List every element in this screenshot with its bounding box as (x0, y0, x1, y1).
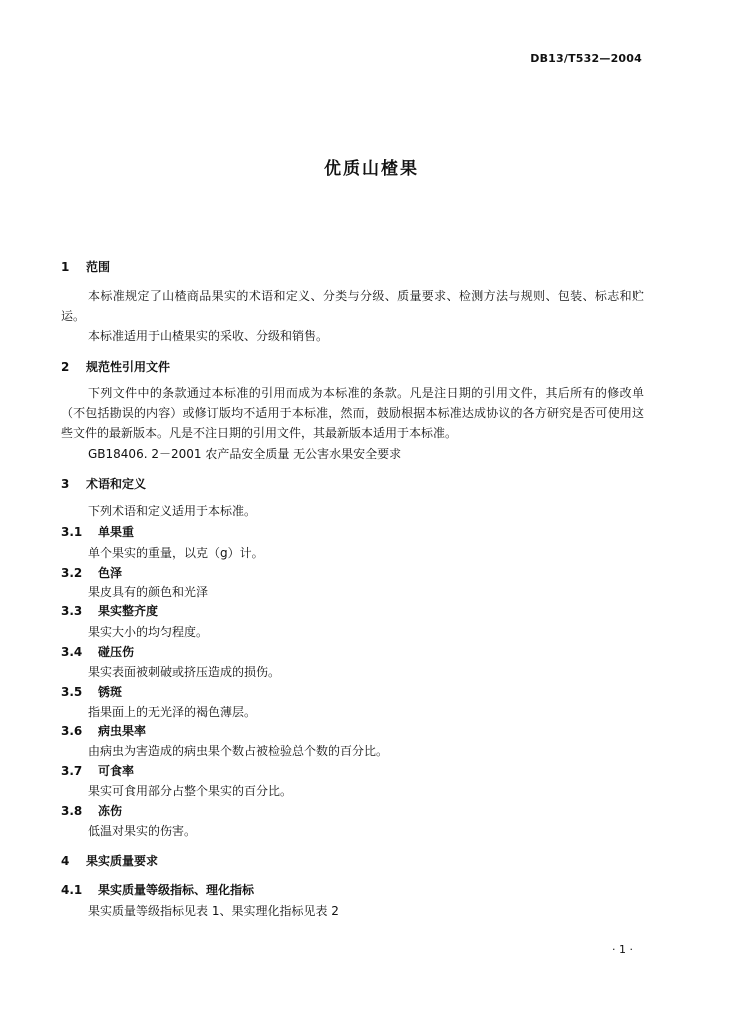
term-definition: 果实大小的均匀程度。 (88, 625, 209, 639)
section-4-title: 果实质量要求 (86, 854, 159, 868)
section-2-paragraph: 下列文件中的条款通过本标准的引用而成为本标准的条款。凡是注日期的引用文件，其后所有的修改单（不包括勘误的内容）或修订版均不适用于本标准，然而，鼓励根据本标准达成协议的各方研究是否可使用这些文件的最新版本。凡是不注日期的引用文件，其最新版本适用于本标准。 (61, 386, 644, 440)
term-number: 3.6 (61, 724, 83, 738)
term-definition: 单个果实的重量，以克（g）计。 (88, 546, 264, 560)
term-name: 锈斑 (98, 685, 123, 699)
section-2-title: 规范性引用文件 (86, 360, 171, 374)
term-number: 3.1 (61, 525, 83, 539)
section-4-number: 4 (61, 854, 70, 868)
subsection-4-1-text: 果实质量等级指标见表 1、果实理化指标见表 2 (88, 904, 339, 918)
term-name: 可食率 (98, 764, 135, 778)
term-definition: 果实表面被刺破或挤压造成的损伤。 (88, 665, 281, 679)
section-4-heading (61, 853, 158, 869)
term-heading (61, 723, 146, 739)
term-heading (61, 803, 122, 819)
section-1-heading (61, 259, 110, 275)
section-1-title: 范围 (86, 260, 111, 274)
term-number: 3.7 (61, 764, 83, 778)
subsection-4-1-title: 果实质量等级指标、理化指标 (98, 883, 255, 897)
term-definition: 低温对果实的伤害。 (88, 824, 197, 838)
section-2-reference: GB18406. 2－2001 农产品安全质量 无公害水果安全要求 (88, 447, 402, 461)
term-number: 3.2 (61, 566, 83, 580)
term-heading (61, 644, 134, 660)
term-name: 冻伤 (98, 804, 123, 818)
term-heading (61, 603, 158, 619)
term-definition: 指果面上的无光泽的褐色薄层。 (88, 705, 257, 719)
term-name: 色泽 (98, 566, 123, 580)
term-definition: 果实可食用部分占整个果实的百分比。 (88, 784, 293, 798)
term-definition: 由病虫为害造成的病虫果个数占被检验总个数的百分比。 (88, 744, 389, 758)
section-1-number: 1 (61, 260, 70, 274)
section-2-number: 2 (61, 360, 70, 374)
term-heading (61, 763, 134, 779)
subsection-4-1-heading (61, 882, 254, 898)
term-name: 果实整齐度 (98, 604, 159, 618)
term-number: 3.4 (61, 645, 83, 659)
term-number: 3.5 (61, 685, 83, 699)
term-number: 3.3 (61, 604, 83, 618)
term-number: 3.8 (61, 804, 83, 818)
section-3-number: 3 (61, 477, 70, 491)
document-title: 优质山楂果 (324, 159, 419, 179)
term-definition: 果皮具有的颜色和光泽 (88, 585, 209, 599)
section-3-heading (61, 476, 146, 492)
term-name: 碰压伤 (98, 645, 135, 659)
section-1-paragraph-1: 本标准规定了山楂商品果实的术语和定义、分类与分级、质量要求、检测方法与规则、包装、标志和贮运。 (61, 289, 644, 323)
term-heading (61, 684, 122, 700)
term-name: 病虫果率 (98, 724, 147, 738)
term-heading (61, 524, 134, 540)
section-2-heading (61, 359, 170, 375)
term-name: 单果重 (98, 525, 135, 539)
subsection-4-1-number: 4.1 (61, 883, 83, 897)
section-3-intro: 下列术语和定义适用于本标准。 (88, 504, 257, 518)
section-1-paragraph-2: 本标准适用于山楂果实的采收、分级和销售。 (88, 329, 329, 343)
page-number: · 1 · (612, 943, 633, 956)
section-3-title: 术语和定义 (86, 477, 147, 491)
term-heading (61, 565, 122, 581)
standard-code: DB13/T532—2004 (530, 52, 642, 65)
